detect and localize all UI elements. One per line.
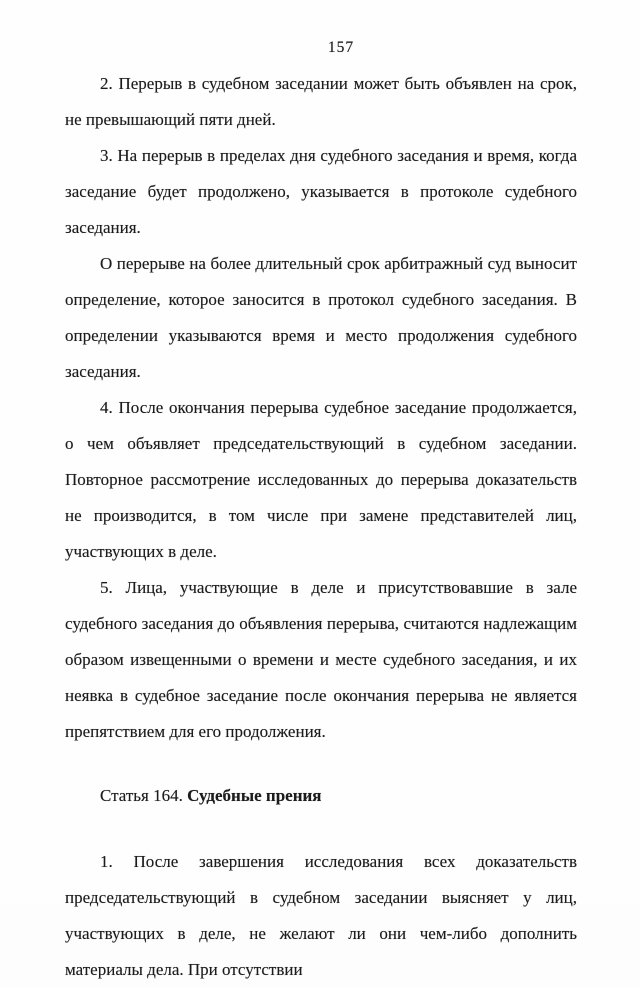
paragraph-5: 5. Лица, участвующие в деле и присутствовавшие в зале судебного заседания до объявления перерыва, считаются надлежащим образом извещенными о времени и месте судебного заседания, и их неявка в судебное заседание после окончания перерыва не является препятствием для его продолжения. [65, 578, 577, 741]
article-title: Судебные прения [187, 786, 322, 805]
page-number: 157 [327, 39, 355, 56]
paragraph-4: 4. После окончания перерыва судебное заседание продолжается, о чем объявляет председательствующий в судебном заседании. Повторное рассмотрение исследованных до перерыва доказательств не производится, в том числе при замене представителей лиц, участвующих в деле. [65, 398, 577, 561]
text-block [65, 66, 577, 988]
article-number: Статья 164. [100, 786, 183, 805]
paragraph-3: 3. На перерыв в пределах дня судебного заседания и время, когда заседание будет продолжено, указывается в протоколе судебного заседания. [65, 146, 577, 237]
paragraph-3-continuation: О перерыве на более длительный срок арбитражный суд выносит определение, которое заносится в протокол судебного заседания. В определении указываются время и место продолжения судебного заседания. [65, 254, 577, 381]
paragraph-2: 2. Перерыв в судебном заседании может быть объявлен на срок, не превышающий пяти дней. [65, 74, 577, 129]
article-heading [65, 778, 577, 814]
paragraph-1-article-164: 1. После завершения исследования всех доказательств председательствующий в судебном заседании выясняет у лиц, участвующих в деле, не желают ли они чем-либо дополнить материалы дела. При отсутствии [65, 852, 577, 979]
